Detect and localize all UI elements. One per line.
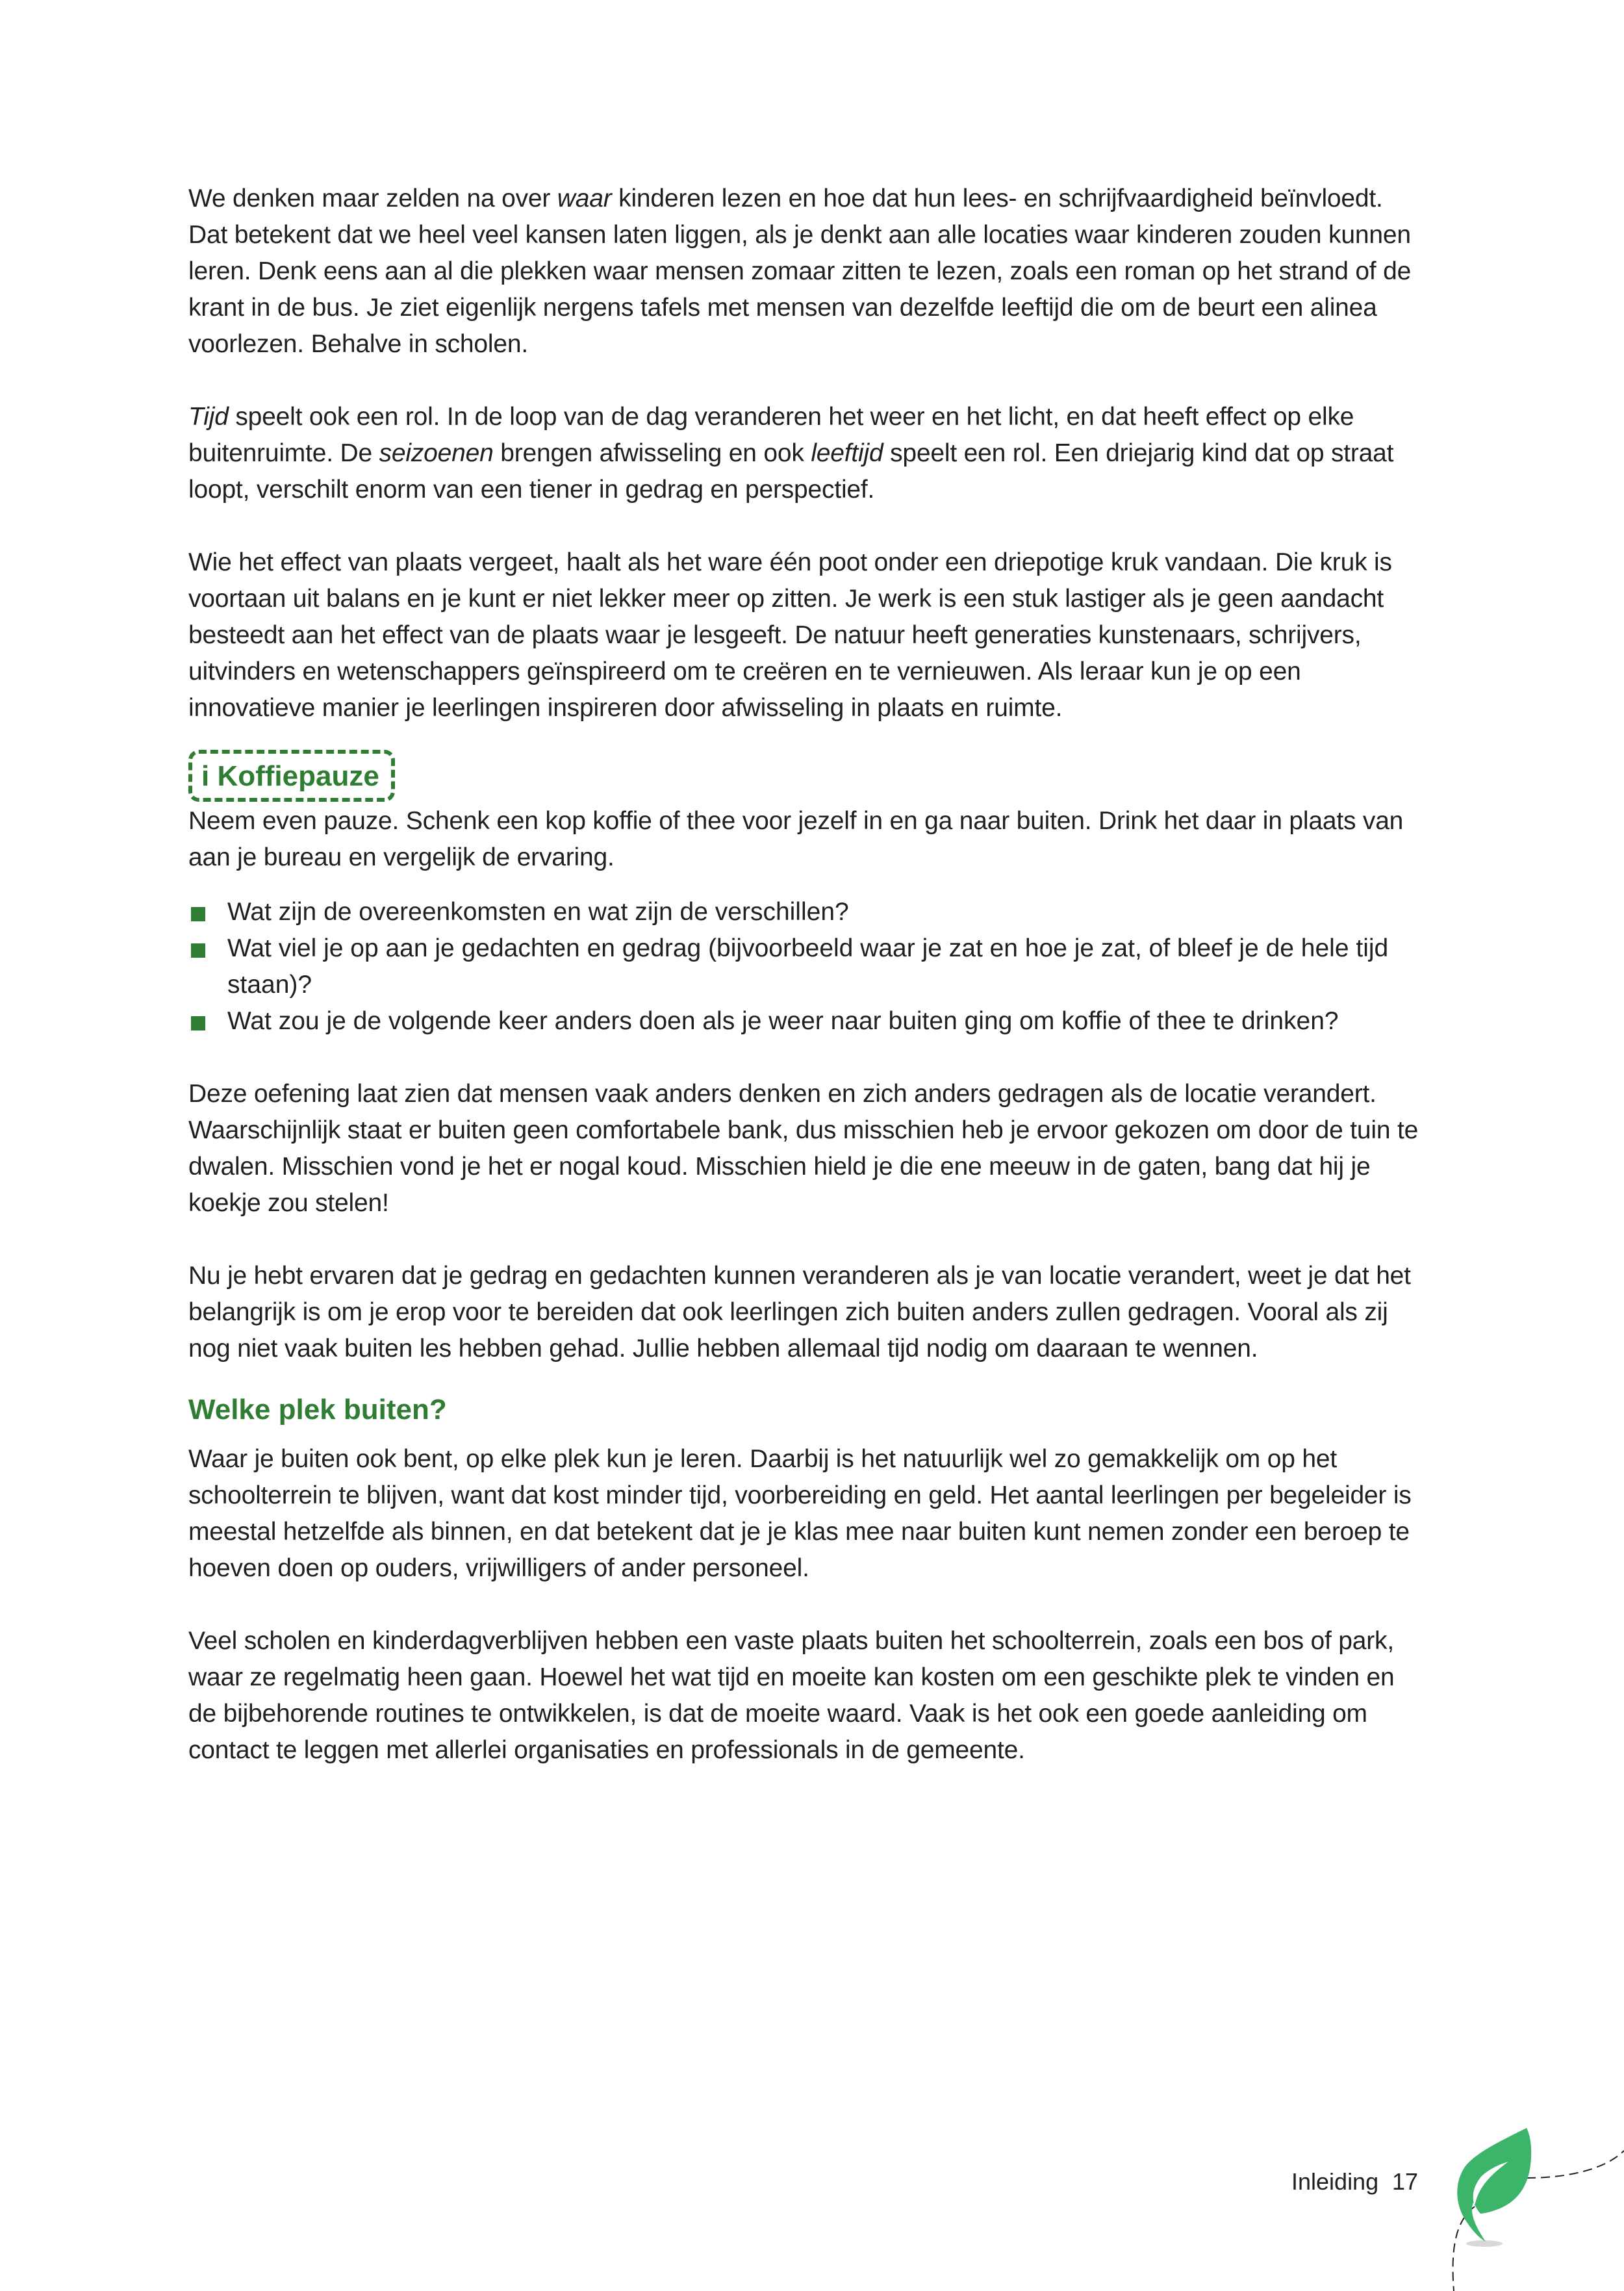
paragraph-schoolyard: Waar je buiten ook bent, op elke plek kun je leren. Daarbij is het natuurlijk wel zo gemakkelijk om op het schoolterrein te blijven, want dat kost minder tijd, voorbereiding en geld. Het aantal leerlingen per begeleider is meestal hetzelfde als binnen, en dat betekent dat je je klas mee naar buiten kunt nemen zonder een beroep te hoeven doen op ouders, vrijwilligers of ander personeel. [188, 1445, 1412, 1582]
text-run: speelt een rol. Een driejarig kind dat op straat loopt, verschilt enorm van een tiener in gedrag en perspectief. [188, 439, 1394, 504]
leaf-shape [1457, 2128, 1531, 2242]
paragraph-three-legged-stool: Wie het effect van plaats vergeet, haalt als het ware één poot onder een driepotige kruk vandaan. Die kruk is voortaan uit balans en je kunt er niet lekker meer op zitten. Je werk is een stuk lastiger als je geen aandacht besteedt aan het effect van de plaats waar je lesgeeft. De natuur heeft generaties kunstenaars, schrijvers, uitvinders en wetenschappers geïnspireerd om te creëren en te vernieuwen. Als leraar kun je op een innovatieve manier je leerlingen inspireren door afwisseling in plaats en ruimte. [188, 548, 1392, 722]
emphasized-word: seizoenen [379, 439, 494, 467]
koffiepauze-intro: Neem even pauze. Schenk een kop koffie of thee voor jezelf in en ga naar buiten. Drink het daar in plaats van aan je bureau en vergelijk de ervaring. [188, 807, 1404, 871]
page-content [188, 181, 1423, 1805]
emphasized-word: waar [557, 185, 612, 212]
dashed-vine-right [1527, 2151, 1624, 2178]
footer-section-label: Inleiding [1291, 2168, 1379, 2195]
paragraph-where-children-read [188, 181, 1423, 363]
paragraph-time-role [188, 399, 1423, 508]
section-heading-welke-plek: Welke plek buiten? [188, 1394, 447, 1426]
koffiepauze-questions [188, 894, 1423, 1040]
emphasized-word: leeftijd [811, 439, 883, 467]
emphasized-word: Tijd [188, 403, 229, 431]
page-number: 17 [1392, 2168, 1419, 2195]
list-item: Wat viel je op aan je gedachten en gedrag (bijvoorbeeld waar je zat en hoe je zat, of bleef je de hele tijd staan)? [188, 930, 1423, 1003]
text-run: speelt ook een rol. In de loop van de dag veranderen het weer en het licht, en dat heeft effect op elke buitenruimte. De [188, 403, 1354, 467]
leaf-icon [1397, 2079, 1624, 2291]
leaf-shadow [1466, 2240, 1503, 2247]
koffiepauze-box [188, 745, 1423, 1367]
paragraph-prepare-students: Nu je hebt ervaren dat je gedrag en gedachten kunnen veranderen als je van locatie verandert, weet je dat het belangrijk is om je erop voor te bereiden dat ook leerlingen zich buiten anders zullen gedragen. Vooral als zij nog niet vaak buiten les hebben gehad. Jullie hebben allemaal tijd nodig om daaraan te wennen. [188, 1262, 1411, 1363]
paragraph-fixed-location: Veel scholen en kinderdagverblijven hebben een vaste plaats buiten het schoolterrein, zoals een bos of park, waar ze regelmatig heen gaan. Hoewel het wat tijd en moeite kan kosten om een geschikte plek te vinden en de bijbehorende routines te ontwikkelen, is dat de moeite waard. Vaak is het ook een goede aanleiding om contact te leggen met allerlei organisaties en professionals in de gemeente. [188, 1627, 1395, 1764]
bullet-square-icon [191, 1016, 205, 1030]
text-run: We denken maar zelden na over [188, 185, 557, 212]
list-item: Wat zou je de volgende keer anders doen als je weer naar buiten ging om koffie of thee te drinken? [188, 1003, 1423, 1040]
text-run: kinderen lezen en hoe dat hun lees- en schrijfvaardigheid beïnvloedt. Dat betekent dat we heel veel kansen laten liggen, als je denkt aan alle locaties waar kinderen zouden kunnen leren. Denk eens aan al die plekken waar mensen zomaar zitten te lezen, zoals een roman op het strand of de krant in de bus. Je ziet eigenlijk nergens tafels met mensen van dezelfde leeftijd die om de beurt een alinea voorlezen. Behalve in scholen. [188, 185, 1412, 358]
koffiepauze-title: i Koffiepauze [188, 750, 395, 802]
bullet-square-icon [191, 943, 205, 958]
text-run: brengen afwisseling en ook [493, 439, 811, 467]
bullet-square-icon [191, 907, 205, 921]
list-item: Wat zijn de overeenkomsten en wat zijn de verschillen? [188, 894, 1423, 930]
paragraph-exercise-result: Deze oefening laat zien dat mensen vaak anders denken en zich anders gedragen als de locatie verandert. Waarschijnlijk staat er buiten geen comfortabele bank, dus misschien heb je ervoor gekozen om door de tuin te dwalen. Misschien vond je het er nogal koud. Misschien hield je die ene meeuw in de gaten, bang dat hij je koekje zou stelen! [188, 1080, 1419, 1217]
